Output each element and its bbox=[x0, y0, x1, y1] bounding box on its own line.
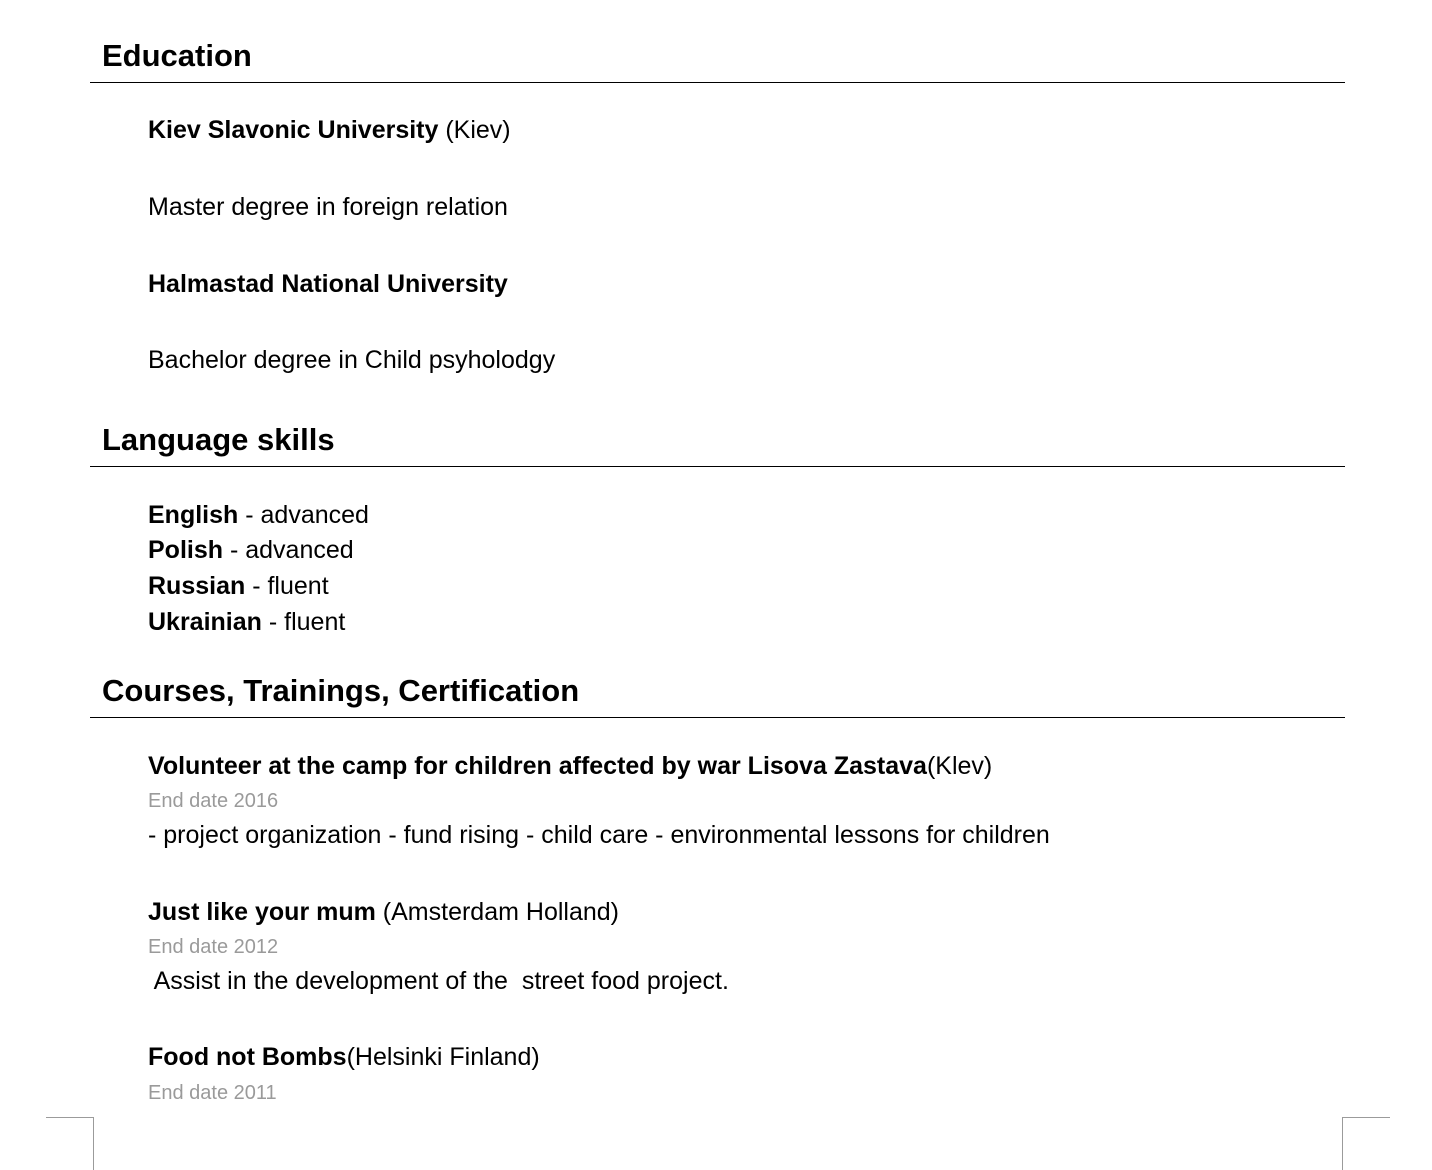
education-entry-1-description: Master degree in foreign relation bbox=[148, 193, 508, 221]
course-entry-3-date: End date 2011 bbox=[148, 1082, 277, 1104]
course-entry-3-location: (Helsinki Finland) bbox=[346, 1043, 540, 1071]
education-entry-1-title bbox=[148, 115, 511, 145]
language-level: - fluent bbox=[261, 608, 346, 636]
language-skills-heading: Language skills bbox=[102, 422, 335, 457]
education-entry-2-name: Halmastad National University bbox=[148, 270, 508, 298]
education-divider bbox=[90, 82, 1345, 83]
language-name: English bbox=[148, 501, 239, 529]
course-entry-2-location: (Amsterdam Holland) bbox=[375, 898, 619, 926]
language-item bbox=[148, 500, 369, 530]
page-corner-mark-left bbox=[46, 1117, 94, 1170]
course-entry-1-title bbox=[148, 751, 992, 781]
course-entry-2-date: End date 2012 bbox=[148, 936, 279, 958]
education-entry-1-location: (Kiev) bbox=[438, 116, 511, 144]
course-entry-1-location: (Klev) bbox=[926, 752, 993, 780]
education-heading: Education bbox=[102, 38, 252, 73]
language-level: - advanced bbox=[238, 501, 369, 529]
course-entry-2-description: Assist in the development of the street food project. bbox=[148, 967, 729, 995]
language-item bbox=[148, 571, 329, 601]
course-entry-1-description: - project organization - fund rising - child care - environmental lessons for children bbox=[148, 821, 1050, 849]
language-level: - fluent bbox=[245, 572, 329, 600]
language-name: Ukrainian bbox=[148, 608, 262, 636]
course-entry-1-name: Volunteer at the camp for children affected by war Lisova Zastava bbox=[148, 752, 927, 780]
courses-heading: Courses, Trainings, Certification bbox=[102, 673, 580, 708]
education-entry-2-description: Bachelor degree in Child psyholodgy bbox=[148, 346, 556, 374]
course-entry-2-name: Just like your mum bbox=[148, 898, 376, 926]
courses-divider bbox=[90, 717, 1345, 718]
course-entry-3-name: Food not Bombs bbox=[148, 1043, 347, 1071]
course-entry-2-title bbox=[148, 897, 619, 927]
course-entry-3-title bbox=[148, 1042, 540, 1072]
language-name: Polish bbox=[148, 536, 224, 564]
course-entry-1-date: End date 2016 bbox=[148, 790, 279, 812]
language-skills-divider bbox=[90, 466, 1345, 467]
language-name: Russian bbox=[148, 572, 246, 600]
language-item bbox=[148, 535, 354, 565]
education-entry-1-name: Kiev Slavonic University bbox=[148, 116, 439, 144]
page-corner-mark-right bbox=[1342, 1117, 1390, 1170]
language-item bbox=[148, 607, 345, 637]
language-level: - advanced bbox=[223, 536, 354, 564]
